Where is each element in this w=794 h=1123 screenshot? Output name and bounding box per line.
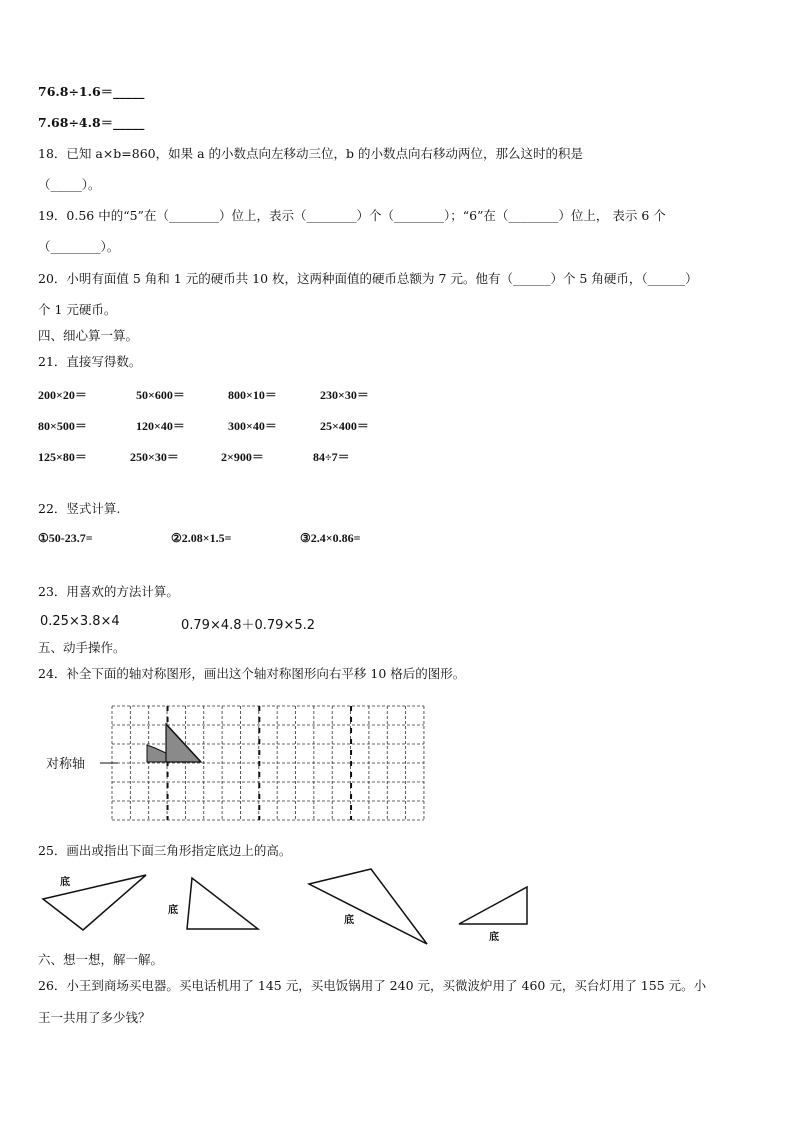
question-18-line-1: 18．已知 a×b=860，如果 a 的小数点向左移动三位，b 的小数点向右移动两位，那么这时的积是 <box>38 146 584 161</box>
section-5-heading: 五、动手操作。 <box>38 640 126 655</box>
question-20-line-1: 20．小明有面值 5 角和 1 元的硬币共 10 枚，这两种面值的硬币总额为 7 元。他有（______）个 5 角硬币，（______） <box>38 271 698 286</box>
calc-line-1: 76.8÷1.6＝_____ <box>38 84 145 99</box>
question-23-title: 23．用喜欢的方法计算。 <box>38 584 179 599</box>
triangle-4 <box>459 887 527 924</box>
vertical-calc-item: ③2.4×0.86= <box>300 531 361 545</box>
question-19-line-1: 19．0.56 中的“5”在（________）位上，表示（________）个（________）；“6”在（________）位上， 表示 6 个 <box>38 208 666 223</box>
shaded-shape-left <box>147 745 166 762</box>
expression: 0.25×3.8×4 <box>40 614 120 629</box>
calc-cell: 300×40＝ <box>228 419 277 433</box>
question-24-title: 24．补全下面的轴对称图形，画出这个轴对称图形向右平移 10 格后的图形。 <box>38 666 466 681</box>
calc-cell: 800×10＝ <box>228 388 277 402</box>
question-26-line-2: 王一共用了多少钱？ <box>38 1010 151 1025</box>
question-21-title: 21．直接写得数。 <box>38 354 142 369</box>
calc-cell: 84÷7＝ <box>313 450 350 464</box>
triangle-1 <box>43 875 146 930</box>
base-label: 底 <box>168 905 178 916</box>
axis-label: 对称轴 <box>46 757 86 772</box>
question-19-line-2: （________）。 <box>38 239 120 254</box>
triangle-2 <box>187 878 258 929</box>
calc-line-2: 7.68÷4.8＝_____ <box>38 115 145 130</box>
base-label: 底 <box>489 932 499 943</box>
question-20-line-2: 个 1 元硬币。 <box>38 302 117 317</box>
grid-lines <box>112 706 424 820</box>
section-4-heading: 四、细心算一算。 <box>38 328 139 343</box>
expression: 0.79×4.8＋0.79×5.2 <box>181 618 316 633</box>
calc-cell: 2×900＝ <box>221 450 264 464</box>
base-label: 底 <box>60 877 70 888</box>
base-label: 底 <box>344 915 354 926</box>
calc-cell: 200×20＝ <box>38 388 87 402</box>
vertical-calc-item: ①50-23.7= <box>38 531 93 545</box>
calc-cell: 80×500＝ <box>38 419 87 433</box>
question-26-line-1: 26．小王到商场买电器。买电话机用了 145 元，买电饭锅用了 240 元，买微波炉用了 460 元，买台灯用了 155 元。小 <box>38 978 707 993</box>
triangle-edge <box>166 724 201 762</box>
calc-cell: 230×30＝ <box>320 388 369 402</box>
triangle-3 <box>309 869 427 944</box>
calc-cell: 50×600＝ <box>136 388 185 402</box>
question-22-title: 22．竖式计算. <box>38 501 121 516</box>
calc-cell: 250×30＝ <box>130 450 179 464</box>
vertical-calc-item: ②2.08×1.5= <box>171 531 232 545</box>
shaded-triangle <box>166 724 201 762</box>
question-25-title: 25．画出或指出下面三角形指定底边上的高。 <box>38 843 292 858</box>
calc-cell: 25×400＝ <box>320 419 369 433</box>
question-18-line-2: （_____）。 <box>38 177 101 192</box>
section-6-heading: 六、想一想，解一解。 <box>38 952 164 967</box>
calc-cell: 125×80＝ <box>38 450 87 464</box>
calc-cell: 120×40＝ <box>136 419 185 433</box>
